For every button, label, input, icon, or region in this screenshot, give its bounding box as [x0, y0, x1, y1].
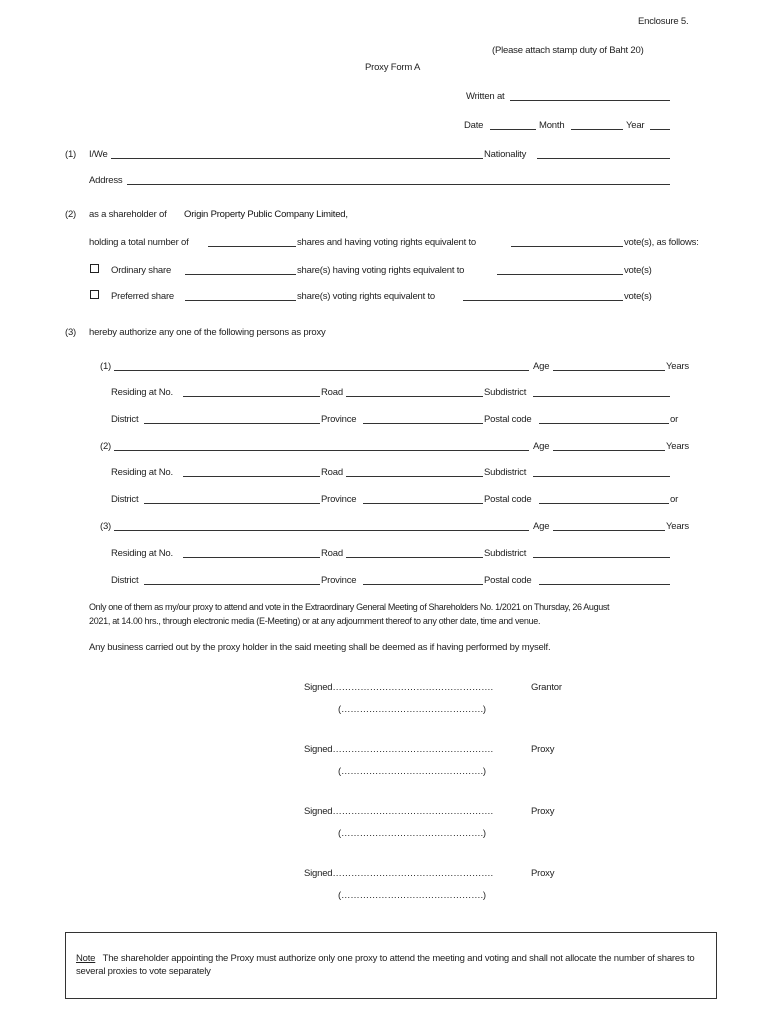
month-label: Month — [539, 120, 565, 131]
authorize-text: hereby authorize any one of the following persons as proxy — [89, 327, 326, 338]
proxy3-name-field[interactable] — [114, 530, 529, 531]
proxy1-district-field[interactable] — [144, 423, 320, 424]
proxy2-district-field[interactable] — [144, 503, 320, 504]
address-field[interactable] — [127, 184, 670, 185]
shareholder-prefix: as a shareholder of — [89, 209, 167, 220]
proxy2-signed-line[interactable]: Signed……………………………………………. — [304, 806, 493, 817]
stamp-duty-note: (Please attach stamp duty of Baht 20) — [492, 45, 644, 56]
proxy3-printed-name[interactable]: (……………………………………….) — [338, 890, 486, 901]
proxy2-name-field[interactable] — [114, 450, 529, 451]
proxy1-road-label: Road — [321, 387, 343, 398]
preferred-shares-field[interactable] — [185, 300, 296, 301]
proxy2-or-label: or — [670, 494, 679, 505]
name-field[interactable] — [111, 158, 483, 159]
proxy2-role-label: Proxy — [531, 806, 555, 817]
preferred-rights-label: share(s) voting rights equivalent to — [297, 291, 436, 302]
meeting-paragraph-line1: Only one of them as my/our proxy to attend and vote in the Extraordinary General Meeting of Shareholders No. 1/2021 on Thursday, 26 August — [89, 602, 610, 612]
preferred-votes-field[interactable] — [463, 300, 623, 301]
grantor-printed-name[interactable]: (……………………………………….) — [338, 704, 486, 715]
proxy3-signed-line[interactable]: Signed……………………………………………. — [304, 868, 493, 879]
proxy3-postal-label: Postal code — [484, 575, 532, 586]
proxy2-residing-field[interactable] — [183, 476, 320, 477]
grantor-role-label: Grantor — [531, 682, 562, 693]
proxy2-postal-field[interactable] — [539, 503, 669, 504]
written-at-label: Written at — [466, 91, 505, 102]
proxy1-signed-line[interactable]: Signed……………………………………………. — [304, 744, 493, 755]
address-label: Address — [89, 175, 123, 186]
votes-follows-label: vote(s), as follows: — [624, 237, 699, 248]
proxy2-province-label: Province — [321, 494, 357, 505]
shares-rights-label: shares and having voting rights equivalent to — [297, 237, 477, 248]
note-box — [65, 932, 717, 999]
proxy3-district-label: District — [111, 575, 139, 586]
proxy3-subdistrict-field[interactable] — [533, 557, 670, 558]
company-name: Origin Property Public Company Limited, — [184, 209, 348, 220]
proxy3-number: (3) — [100, 521, 112, 532]
year-label: Year — [626, 120, 645, 131]
section3-number: (3) — [65, 327, 77, 338]
section2-number: (2) — [65, 209, 77, 220]
ordinary-votes-field[interactable] — [497, 274, 623, 275]
proxy2-age-label: Age — [533, 441, 550, 452]
written-at-field[interactable] — [510, 100, 670, 101]
proxy3-age-label: Age — [533, 521, 550, 532]
proxy2-postal-label: Postal code — [484, 494, 532, 505]
grantor-signed-line[interactable]: Signed……………………………………………. — [304, 682, 493, 693]
proxy1-residing-label: Residing at No. — [111, 387, 173, 398]
note-label: Note — [76, 953, 96, 964]
ordinary-share-checkbox[interactable] — [90, 264, 99, 273]
proxy1-name-field[interactable] — [114, 370, 529, 371]
proxy1-printed-name[interactable]: (……………………………………….) — [338, 766, 486, 777]
proxy2-road-field[interactable] — [346, 476, 483, 477]
proxy2-subdistrict-label: Subdistrict — [484, 467, 527, 478]
proxy1-role-label: Proxy — [531, 744, 555, 755]
proxy3-district-field[interactable] — [144, 584, 320, 585]
proxy3-road-field[interactable] — [346, 557, 483, 558]
proxy1-subdistrict-label: Subdistrict — [484, 387, 527, 398]
proxy2-age-field[interactable] — [553, 450, 665, 451]
proxy2-road-label: Road — [321, 467, 343, 478]
proxy1-subdistrict-field[interactable] — [533, 396, 670, 397]
proxy1-or-label: or — [670, 414, 679, 425]
proxy2-residing-label: Residing at No. — [111, 467, 173, 478]
proxy3-road-label: Road — [321, 548, 343, 559]
section1-number: (1) — [65, 149, 77, 160]
note-text: The shareholder appointing the Proxy must authorize only one proxy to attend the meeting and voting and shall not allocate the number of shares to several proxies to vote separately — [76, 953, 695, 977]
proxy1-years-label: Years — [666, 361, 689, 372]
business-paragraph: Any business carried out by the proxy holder in the said meeting shall be deemed as if having performed by myself. — [89, 642, 551, 653]
date-field[interactable] — [490, 129, 536, 130]
total-shares-field[interactable] — [208, 246, 296, 247]
year-field[interactable] — [650, 129, 670, 130]
proxy3-subdistrict-label: Subdistrict — [484, 548, 527, 559]
proxy3-role-label: Proxy — [531, 868, 555, 879]
date-label: Date — [464, 120, 484, 131]
enclosure-label: Enclosure 5. — [638, 16, 689, 27]
ordinary-votes-label: vote(s) — [624, 265, 652, 276]
proxy3-age-field[interactable] — [553, 530, 665, 531]
preferred-votes-label: vote(s) — [624, 291, 652, 302]
nationality-field[interactable] — [537, 158, 670, 159]
preferred-share-checkbox[interactable] — [90, 290, 99, 299]
iwe-label: I/We — [89, 149, 108, 160]
preferred-share-label: Preferred share — [111, 291, 175, 302]
month-field[interactable] — [571, 129, 623, 130]
proxy2-years-label: Years — [666, 441, 689, 452]
proxy1-province-label: Province — [321, 414, 357, 425]
proxy1-province-field[interactable] — [363, 423, 483, 424]
proxy3-province-label: Province — [321, 575, 357, 586]
holding-label: holding a total number of — [89, 237, 189, 248]
proxy1-district-label: District — [111, 414, 139, 425]
ordinary-rights-label: share(s) having voting rights equivalent to — [297, 265, 465, 276]
proxy2-printed-name[interactable]: (……………………………………….) — [338, 828, 486, 839]
proxy2-province-field[interactable] — [363, 503, 483, 504]
proxy1-number: (1) — [100, 361, 112, 372]
nationality-label: Nationality — [484, 149, 527, 160]
proxy3-province-field[interactable] — [363, 584, 483, 585]
form-title: Proxy Form A — [365, 62, 421, 73]
proxy2-number: (2) — [100, 441, 112, 452]
ordinary-share-label: Ordinary share — [111, 265, 172, 276]
proxy1-age-field[interactable] — [553, 370, 665, 371]
note-content — [76, 952, 706, 978]
ordinary-shares-field[interactable] — [185, 274, 296, 275]
total-votes-field[interactable] — [511, 246, 623, 247]
proxy3-residing-label: Residing at No. — [111, 548, 173, 559]
proxy3-postal-field[interactable] — [539, 584, 670, 585]
proxy1-postal-label: Postal code — [484, 414, 532, 425]
proxy1-age-label: Age — [533, 361, 550, 372]
proxy3-years-label: Years — [666, 521, 689, 532]
proxy1-road-field[interactable] — [346, 396, 483, 397]
proxy1-residing-field[interactable] — [183, 396, 320, 397]
proxy2-district-label: District — [111, 494, 139, 505]
proxy1-postal-field[interactable] — [539, 423, 669, 424]
meeting-paragraph-line2: 2021, at 14.00 hrs., through electronic media (E-Meeting) or at any adjournment thereof to any other date, time and venue. — [89, 616, 541, 626]
proxy3-residing-field[interactable] — [183, 557, 320, 558]
proxy2-subdistrict-field[interactable] — [533, 476, 670, 477]
